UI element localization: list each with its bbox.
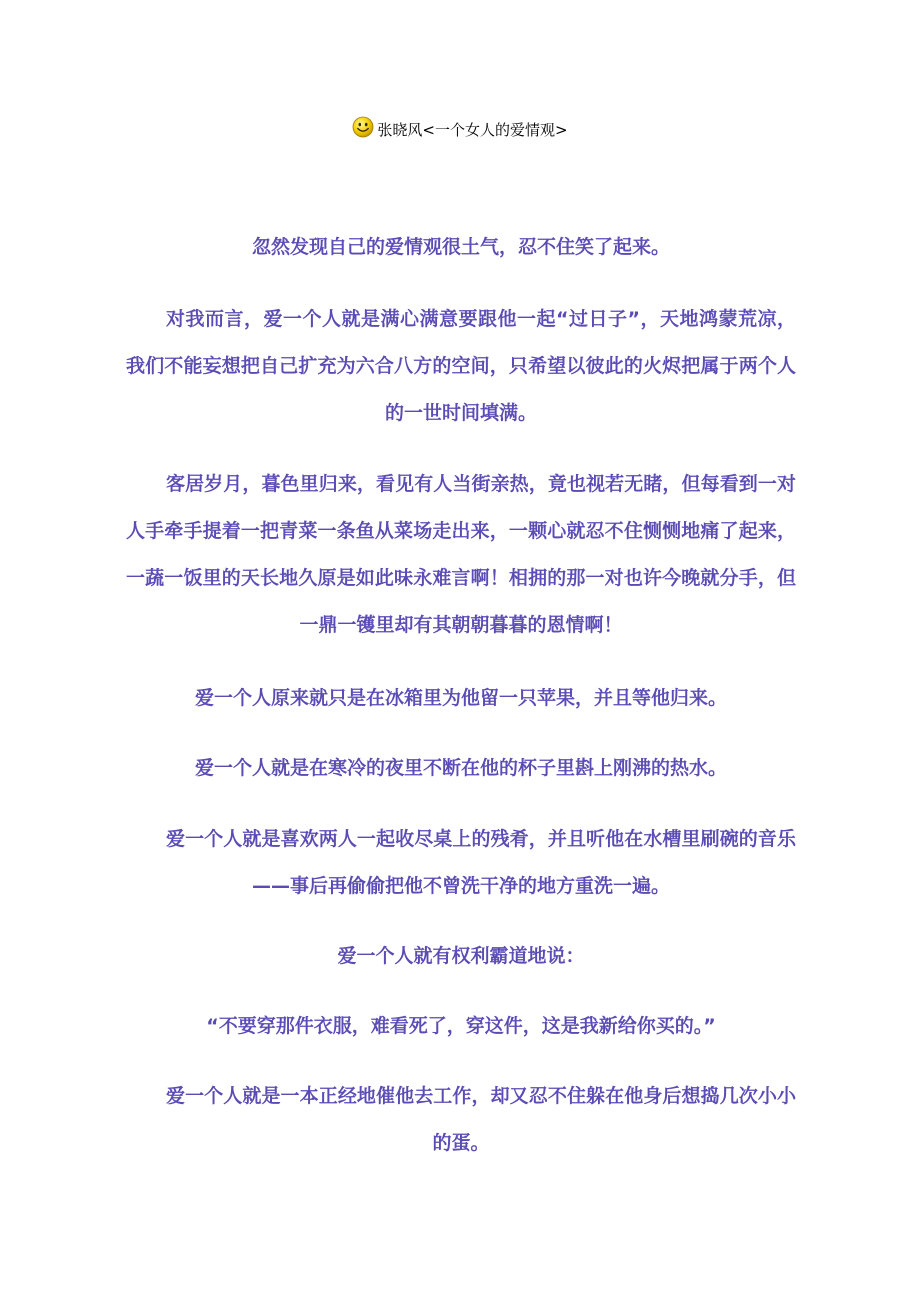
paragraph-5: 爱一个人就是在寒冷的夜里不断在他的杯子里斟上刚沸的热水。 [194, 757, 727, 779]
paragraph-2: 对我而言，爱一个人就是满心满意要跟他一起“过日子”，天地鸿蒙荒凉，我们不能妄想把自己扩充为六合八方的空间，只希望以彼此的火烬把属于两个人的一世时间填满。 [126, 308, 796, 424]
paragraph-9: 爱一个人就是一本正经地催他去工作，却又忍不住躲在他身后想捣几次小小的蛋。 [166, 1085, 796, 1154]
paragraph-7: 爱一个人就有权利霸道地说： [337, 945, 585, 967]
smiley-face-icon [352, 116, 374, 138]
paragraph-3: 客居岁月，暮色里归来，看见有人当街亲热，竟也视若无睹，但每看到一对人手牵手提着一把青菜一条鱼从菜场走出来，一颗心就忍不住恻恻地痛了起来，一蔬一饭里的天长地久原是如此味永难言啊！相拥的那一对也许今晚就分手，但一鼎一镬里却有其朝朝暮暮的恩情啊！ [126, 473, 796, 636]
document-header [0, 119, 920, 141]
document-title: 张晓风<一个女人的爱情观> [377, 121, 568, 139]
paragraph-6: 爱一个人就是喜欢两人一起收尽桌上的残肴，并且听他在水槽里刷碗的音乐——事后再偷偷把他不曾洗干净的地方重洗一遍。 [166, 828, 796, 897]
paragraph-1: 忽然发现自己的爱情观很土气，忍不住笑了起来。 [251, 236, 670, 258]
paragraph-8: “不要穿那件衣服，难看死了，穿这件，这是我新给你买的。” [206, 1015, 716, 1037]
paragraph-4: 爱一个人原来就只是在冰箱里为他留一只苹果，并且等他归来。 [194, 687, 727, 709]
